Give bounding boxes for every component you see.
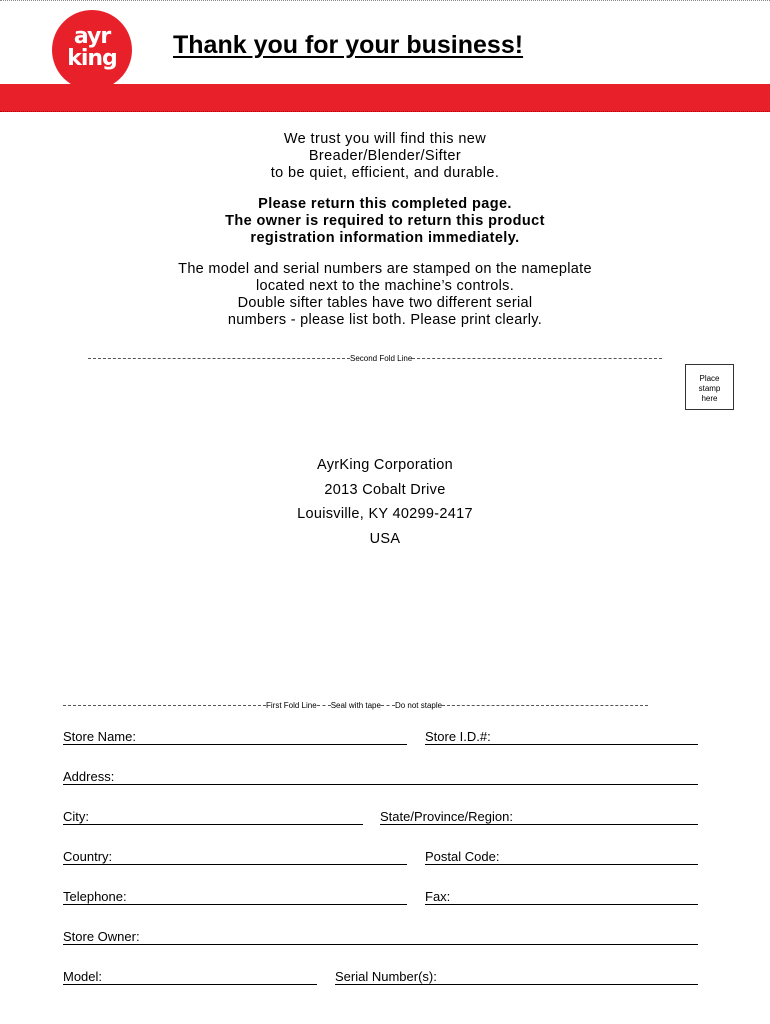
page-top-border [0, 0, 770, 1]
intro-line: to be quiet, efficient, and durable. [270, 165, 500, 181]
city-label: City: [63, 809, 89, 824]
second-fold-line [88, 354, 662, 363]
address-line: AyrKing Corporation [316, 457, 453, 473]
mailing-address [0, 455, 770, 553]
second-fold-label: Second Fold Line [350, 354, 413, 363]
stamp-line: stamp [698, 384, 721, 393]
store-owner-label: Store Owner: [63, 929, 140, 944]
store-id-field[interactable] [425, 729, 698, 745]
serial-number-label: Serial Number(s): [335, 969, 437, 984]
model-label: Model: [63, 969, 103, 984]
stamp-box [685, 364, 734, 410]
postal-code-label: Postal Code: [425, 849, 500, 864]
model-field[interactable] [63, 969, 317, 985]
notice-line: The owner is required to return this product [225, 213, 545, 229]
telephone-field[interactable] [63, 889, 407, 905]
intro-line: Breader/Blender/Sifter [308, 148, 462, 164]
city-field[interactable] [63, 809, 363, 825]
state-field[interactable] [380, 809, 698, 825]
store-name-label: Store Name: [63, 729, 136, 744]
postal-code-field[interactable] [425, 849, 698, 865]
notice-line: registration information immediately. [250, 230, 520, 246]
country-label: Country: [63, 849, 113, 864]
fax-field[interactable] [425, 889, 698, 905]
address-line: 2013 Cobalt Drive [324, 481, 446, 498]
fax-label: Fax: [425, 889, 451, 904]
store-owner-field[interactable] [63, 929, 698, 945]
logo-text-line1: ayr [73, 24, 111, 49]
info-line: numbers - please list both. Please print clearly. [227, 312, 543, 328]
info-line: The model and serial numbers are stamped on the nameplate [178, 261, 592, 277]
header-band-edge [0, 111, 770, 112]
store-name-field[interactable] [63, 729, 407, 745]
intro-paragraph [0, 131, 770, 182]
staple-label: Do not staple [394, 701, 443, 710]
logo-text-line2: king [67, 46, 117, 71]
header-red-band [0, 84, 770, 112]
address-line: Louisville, KY 40299-2417 [297, 506, 473, 522]
info-line: located next to the machine’s controls. [255, 278, 515, 294]
notice-line: Please return this completed page. [258, 196, 512, 212]
info-line: Double sifter tables have two different serial [237, 295, 533, 311]
stamp-line: Place [699, 374, 720, 383]
store-id-label: Store I.D.#: [425, 729, 491, 744]
address-line: USA [369, 530, 401, 547]
intro-line: We trust you will find this new [283, 131, 487, 147]
serial-number-field[interactable] [335, 969, 698, 985]
stamp-line: here [701, 394, 718, 403]
first-fold-label: First Fold Line [266, 701, 317, 710]
ayrking-logo [52, 10, 132, 90]
serial-info-paragraph [0, 261, 770, 329]
seal-label: Seal with tape [330, 701, 381, 710]
first-fold-line [63, 701, 648, 710]
page-title: Thank you for your business! [173, 31, 524, 59]
address-label: Address: [63, 769, 115, 784]
country-field[interactable] [63, 849, 407, 865]
address-field[interactable] [63, 769, 698, 785]
telephone-label: Telephone: [63, 889, 127, 904]
return-notice [0, 196, 770, 247]
state-label: State/Province/Region: [380, 809, 513, 824]
